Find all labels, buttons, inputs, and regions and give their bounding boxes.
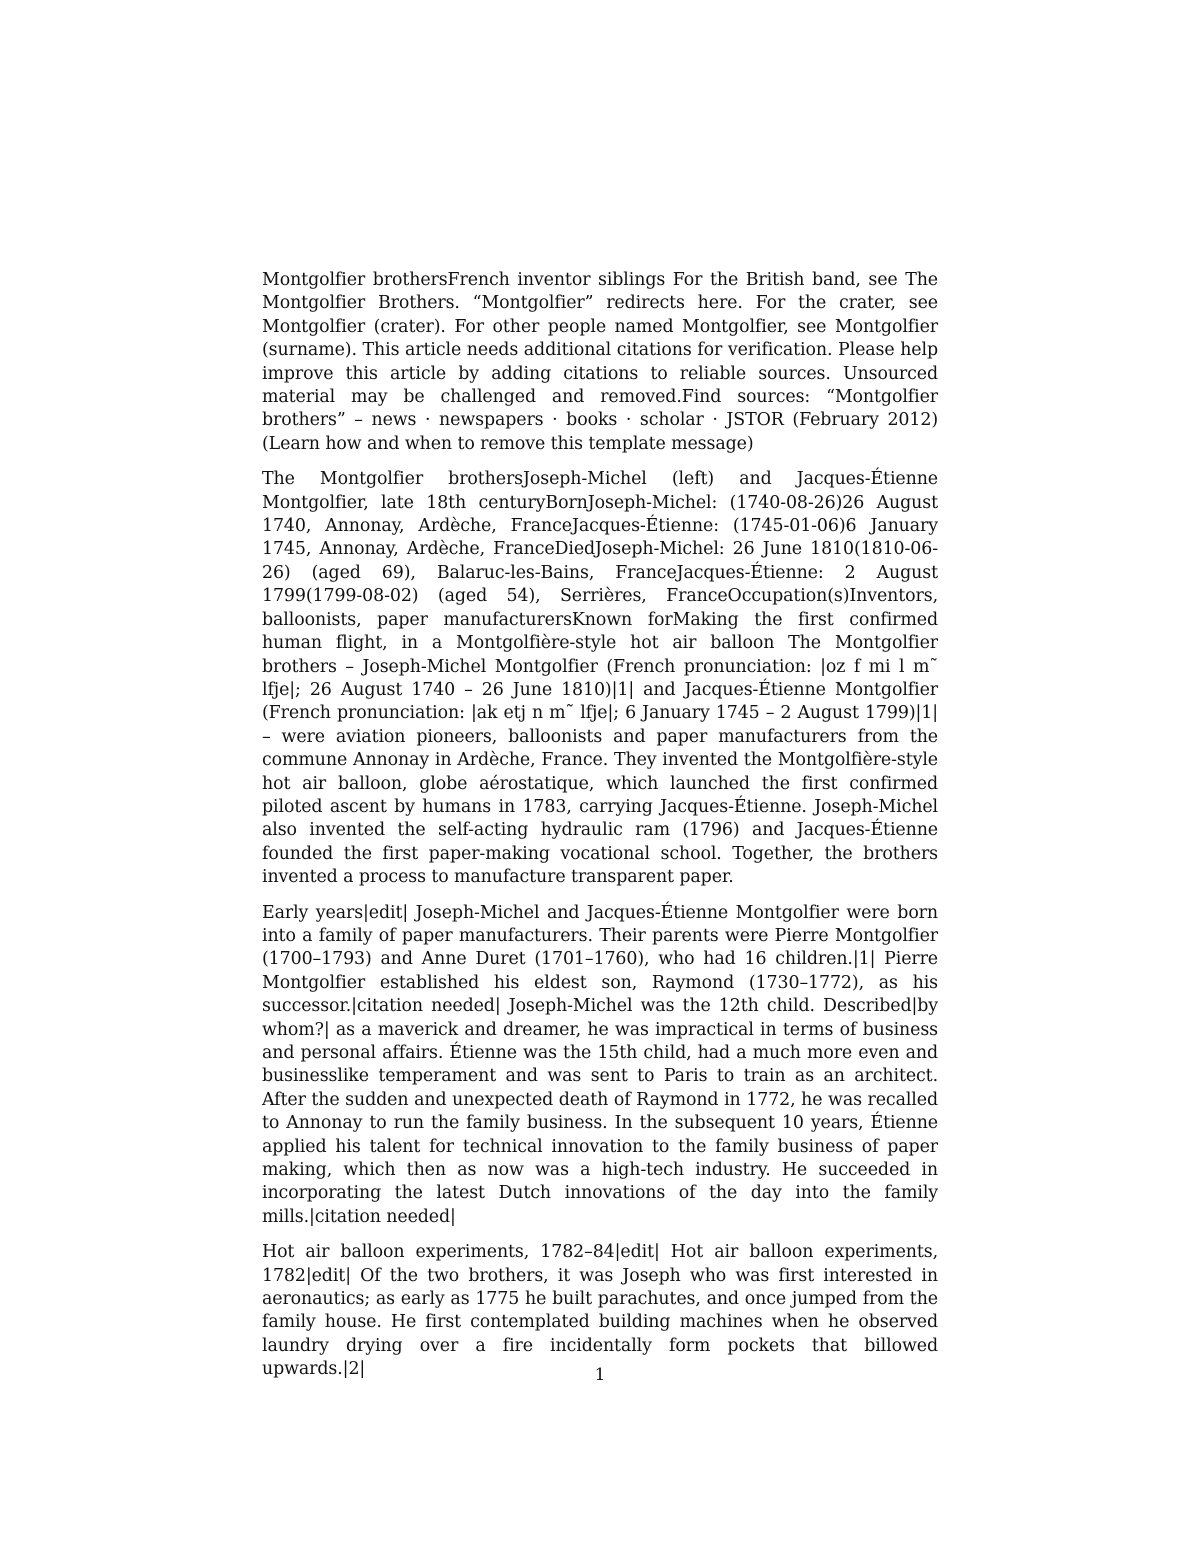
paragraph-balloon-experiments: Hot air balloon experiments, 1782–84|edit| Hot air balloon experiments, 1782|edit| Of the two brothers, it was Joseph who was first interested in aeronautics; as early as 1775 he built parachutes, and once jumped from the family house. He first contemplated building machines when he observed laundry drying over a fire incidentally form pockets that billowed upwards.|2|: [262, 1242, 938, 1380]
paragraph-infobox: The Montgolfier brothersJoseph-Michel (left) and Jacques-Étienne Montgolfier, late 18th centuryBornJoseph-Michel: (1740-08-26)26 August 1740, Annonay, Ardèche, FranceJacques-Étienne: (1745-01-06)6 January 1745, Annonay, Ardèche, FranceDiedJoseph-Michel: 26 June 1810(1810-06-26) (aged 69), Balaruc-les-Bains, FranceJacques-Étienne: 2 August 1799(1799-08-02) (aged 54), Serrières, FranceOccupation(s)Inventors, balloonists, paper manufacturersKnown forMaking the first confirmed human flight, in a Montgolfière-style hot air balloon The Montgolfier brothers – Joseph-Michel Montgolfier (French pronunciation: |oz f mi l m˜ lfje|; 26 August 1740 – 26 June 1810)|1| and Jacques-Étienne Montgolfier (French pronunciation: |ak etj n m˜ lfje|; 6 January 1745 – 2 August 1799)|1| – were aviation pioneers, balloonists and paper manufacturers from the commune Annonay in Ardèche, France. They invented the Montgolfière-style hot air balloon, globe aérostatique, which launched the first confirmed piloted ascent by humans in 1783, carrying Jacques-Étienne. Joseph-Michel also invented the self-acting hydraulic ram (1796) and Jacques-Étienne founded the first paper-making vocational school. Together, the brothers invented a process to manufacture transparent paper.: [262, 469, 938, 888]
body-text: [262, 269, 938, 1394]
paragraph-intro: Montgolfier brothersFrench inventor siblings For the British band, see The Montgolfier Brothers. “Montgolfier” redirects here. For the crater, see Montgolfier (crater). For other people named Montgolfier, see Montgolfier (surname). This article needs additional citations for verification. Please help improve this article by adding citations to reliable sources. Unsourced material may be challenged and removed.Find sources: “Montgolfier brothers” – news · newspapers · books · scholar · JSTOR (February 2012) (Learn how and when to remove this template message): [262, 270, 938, 454]
page-number: 1: [594, 1365, 606, 1385]
paragraph-early-years: Early years|edit| Joseph-Michel and Jacques-Étienne Montgolfier were born into a family of paper manufacturers. Their parents were Pierre Montgolfier (1700–1793) and Anne Duret (1701–1760), who had 16 children.|1| Pierre Montgolfier established his eldest son, Raymond (1730–1772), as his successor.|citation needed| Joseph-Michel was the 12th child. Described|by whom?| as a maverick and dreamer, he was impractical in terms of business and personal affairs. Étienne was the 15th child, had a much more even and businesslike temperament and was sent to Paris to train as an architect. After the sudden and unexpected death of Raymond in 1772, he was recalled to Annonay to run the family business. In the subsequent 10 years, Étienne applied his talent for technical innovation to the family business of paper making, which then as now was a high-tech industry. He succeeded in incorporating the latest Dutch innovations of the day into the family mills.|citation needed|: [262, 902, 938, 1227]
